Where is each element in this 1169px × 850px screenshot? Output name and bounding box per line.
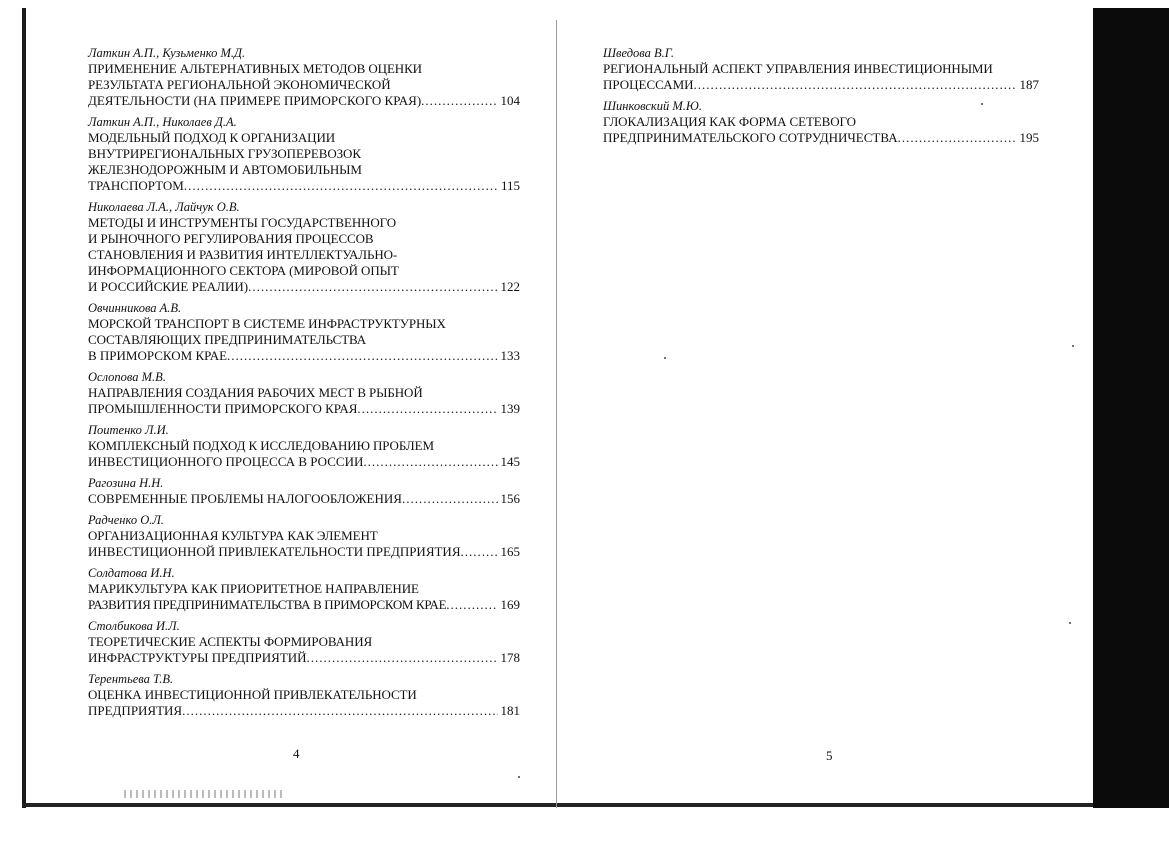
toc-last-line <box>88 703 520 719</box>
toc-last-line <box>88 454 520 470</box>
toc-entry[interactable] <box>88 619 520 666</box>
toc-leader-dots <box>248 279 497 295</box>
toc-title-line: В ПРИМОРСКОМ КРАЕ <box>88 348 228 363</box>
toc-entry[interactable] <box>88 115 520 194</box>
toc-title-line: РЕЗУЛЬТАТА РЕГИОНАЛЬНОЙ ЭКОНОМИЧЕСКОЙ <box>88 77 391 92</box>
toc-last-line <box>88 401 520 417</box>
toc-page-number: 195 <box>1019 130 1039 145</box>
toc-entry[interactable] <box>88 476 520 507</box>
toc-leader-dots <box>363 454 497 470</box>
toc-author: Поитенко Л.И. <box>88 423 169 437</box>
toc-leader-dots <box>461 544 498 560</box>
toc-author: Столбикова И.Л. <box>88 619 180 633</box>
toc-author: Латкин А.П., Кузьменко М.Д. <box>88 46 246 60</box>
toc-page-number: 165 <box>500 544 520 559</box>
toc-last-line <box>88 93 520 109</box>
toc-title-line: ЖЕЛЕЗНОДОРОЖНЫМ И АВТОМОБИЛЬНЫМ <box>88 162 362 177</box>
scan-bottom-edge <box>22 803 1094 807</box>
toc-last-line <box>88 597 520 613</box>
toc-title-line: ИНФОРМАЦИОННОГО СЕКТОРА (МИРОВОЙ ОПЫТ <box>88 263 399 278</box>
toc-title-line: ИНФРАСТРУКТУРЫ ПРЕДПРИЯТИЙ <box>88 650 307 665</box>
toc-leader-dots <box>898 130 1017 146</box>
toc-leader-dots <box>421 93 497 109</box>
toc-last-line <box>603 77 1039 93</box>
toc-title-line: ПРЕДПРИЯТИЯ <box>88 703 183 718</box>
toc-page-number: 169 <box>500 597 520 612</box>
scan-speck <box>518 776 520 778</box>
toc-last-line <box>603 130 1039 146</box>
toc-leader-dots <box>227 348 497 364</box>
toc-entry[interactable] <box>88 200 520 295</box>
toc-page-number: 115 <box>500 178 520 193</box>
toc-title-line: РАЗВИТИЯ ПРЕДПРИНИМАТЕЛЬСТВА В ПРИМОРСКОМ КРАЕ <box>88 597 447 612</box>
toc-author: Николаева Л.А., Лайчук О.В. <box>88 200 240 214</box>
toc-leader-dots <box>184 178 498 194</box>
toc-entry[interactable] <box>88 370 520 417</box>
toc-page-number: 139 <box>500 401 520 416</box>
toc-author: Ослопова М.В. <box>88 370 166 384</box>
toc-title-line: ИНВЕСТИЦИОННОЙ ПРИВЛЕКАТЕЛЬНОСТИ ПРЕДПРИЯТИЯ <box>88 544 461 559</box>
toc-title-line: НАПРАВЛЕНИЯ СОЗДАНИЯ РАБОЧИХ МЕСТ В РЫБНОЙ <box>88 385 423 400</box>
toc-title-line: МОДЕЛЬНЫЙ ПОДХОД К ОРГАНИЗАЦИИ <box>88 130 336 145</box>
toc-entry[interactable] <box>88 513 520 560</box>
toc-author: Шведова В.Г. <box>603 46 675 60</box>
toc-title-line: МОРСКОЙ ТРАНСПОРТ В СИСТЕМЕ ИНФРАСТРУКТУРНЫХ <box>88 316 446 331</box>
toc-page-number: 156 <box>500 491 520 506</box>
scan-speck <box>1072 345 1074 347</box>
toc-author: Латкин А.П., Николаев Д.А. <box>88 115 237 129</box>
left-page-number: 4 <box>293 746 300 761</box>
toc-title-line: СТАНОВЛЕНИЯ И РАЗВИТИЯ ИНТЕЛЛЕКТУАЛЬНО- <box>88 247 398 262</box>
toc-leader-dots <box>446 597 497 613</box>
toc-author: Шинковский М.Ю. <box>603 99 702 113</box>
toc-title-line: МАРИКУЛЬТУРА КАК ПРИОРИТЕТНОЕ НАПРАВЛЕНИЕ <box>88 581 419 596</box>
toc-page-number: 187 <box>1019 77 1039 92</box>
toc-author: Терентьева Т.В. <box>88 672 174 686</box>
toc-author: Радченко О.Л. <box>88 513 164 527</box>
toc-title-line: МЕТОДЫ И ИНСТРУМЕНТЫ ГОСУДАРСТВЕННОГО <box>88 215 397 230</box>
toc-leader-dots <box>694 77 1017 93</box>
toc-page-number: 178 <box>500 650 520 665</box>
toc-last-line <box>88 178 520 194</box>
toc-title-line: ОЦЕНКА ИНВЕСТИЦИОННОЙ ПРИВЛЕКАТЕЛЬНОСТИ <box>88 687 417 702</box>
scan-black-margin <box>1093 8 1169 808</box>
toc-last-line <box>88 491 520 507</box>
toc-title-line: ИНВЕСТИЦИОННОГО ПРОЦЕССА В РОССИИ <box>88 454 364 469</box>
scan-speck <box>664 357 666 359</box>
toc-title-line: РЕГИОНАЛЬНЫЙ АСПЕКТ УПРАВЛЕНИЯ ИНВЕСТИЦИОННЫМИ <box>603 61 993 76</box>
toc-page-number: 104 <box>500 93 520 108</box>
toc-title-line: ТЕОРЕТИЧЕСКИЕ АСПЕКТЫ ФОРМИРОВАНИЯ <box>88 634 373 649</box>
toc-entry[interactable] <box>603 46 1039 93</box>
toc-title-line: СОВРЕМЕННЫЕ ПРОБЛЕМЫ НАЛОГООБЛОЖЕНИЯ <box>88 491 402 506</box>
page-fold <box>556 20 557 808</box>
toc-last-line <box>88 650 520 666</box>
toc-title-line: ПРОМЫШЛЕННОСТИ ПРИМОРСКОГО КРАЯ <box>88 401 358 416</box>
toc-title-line: КОМПЛЕКСНЫЙ ПОДХОД К ИССЛЕДОВАНИЮ ПРОБЛЕМ <box>88 438 434 453</box>
scan-noise <box>124 790 284 798</box>
toc-title-line: И РОССИЙСКИЕ РЕАЛИИ) <box>88 279 249 294</box>
toc-title-line: ПРЕДПРИНИМАТЕЛЬСКОГО СОТРУДНИЧЕСТВА <box>603 130 898 145</box>
toc-leader-dots <box>182 703 497 719</box>
toc-entry[interactable] <box>88 301 520 364</box>
toc-title-line: ПРИМЕНЕНИЕ АЛЬТЕРНАТИВНЫХ МЕТОДОВ ОЦЕНКИ <box>88 61 422 76</box>
toc-page-number: 181 <box>500 703 520 718</box>
toc-page-number: 133 <box>500 348 520 363</box>
toc-title-line: СОСТАВЛЯЮЩИХ ПРЕДПРИНИМАТЕЛЬСТВА <box>88 332 367 347</box>
toc-title-line: ГЛОКАЛИЗАЦИЯ КАК ФОРМА СЕТЕВОГО <box>603 114 856 129</box>
toc-page-number: 122 <box>500 279 520 294</box>
toc-entry[interactable] <box>603 99 1039 146</box>
toc-title-line: ВНУТРИРЕГИОНАЛЬНЫХ ГРУЗОПЕРЕВОЗОК <box>88 146 361 161</box>
toc-entry[interactable] <box>88 423 520 470</box>
toc-author: Солдатова И.Н. <box>88 566 175 580</box>
toc-leader-dots <box>357 401 497 417</box>
scan-speck <box>1069 622 1071 624</box>
toc-leader-dots <box>402 491 498 507</box>
toc-last-line <box>88 544 520 560</box>
toc-entry[interactable] <box>88 672 520 719</box>
toc-entry[interactable] <box>88 566 520 613</box>
scan-speck <box>981 103 983 105</box>
toc-entry[interactable] <box>88 46 520 109</box>
toc-title-line: ТРАНСПОРТОМ <box>88 178 184 193</box>
toc-left-page <box>88 46 520 725</box>
right-page-number: 5 <box>826 748 833 763</box>
toc-title-line: И РЫНОЧНОГО РЕГУЛИРОВАНИЯ ПРОЦЕССОВ <box>88 231 374 246</box>
toc-leader-dots <box>307 650 498 666</box>
toc-title-line: ДЕЯТЕЛЬНОСТИ (НА ПРИМЕРЕ ПРИМОРСКОГО КРАЯ) <box>88 93 422 108</box>
toc-title-line: ОРГАНИЗАЦИОННАЯ КУЛЬТУРА КАК ЭЛЕМЕНТ <box>88 528 378 543</box>
toc-author: Овчинникова А.В. <box>88 301 182 315</box>
toc-last-line <box>88 279 520 295</box>
scan-left-edge <box>22 8 26 808</box>
toc-author: Рагозина Н.Н. <box>88 476 164 490</box>
toc-last-line <box>88 348 520 364</box>
toc-page-number: 145 <box>500 454 520 469</box>
toc-right-page <box>603 46 1039 152</box>
toc-title-line: ПРОЦЕССАМИ <box>603 77 694 92</box>
